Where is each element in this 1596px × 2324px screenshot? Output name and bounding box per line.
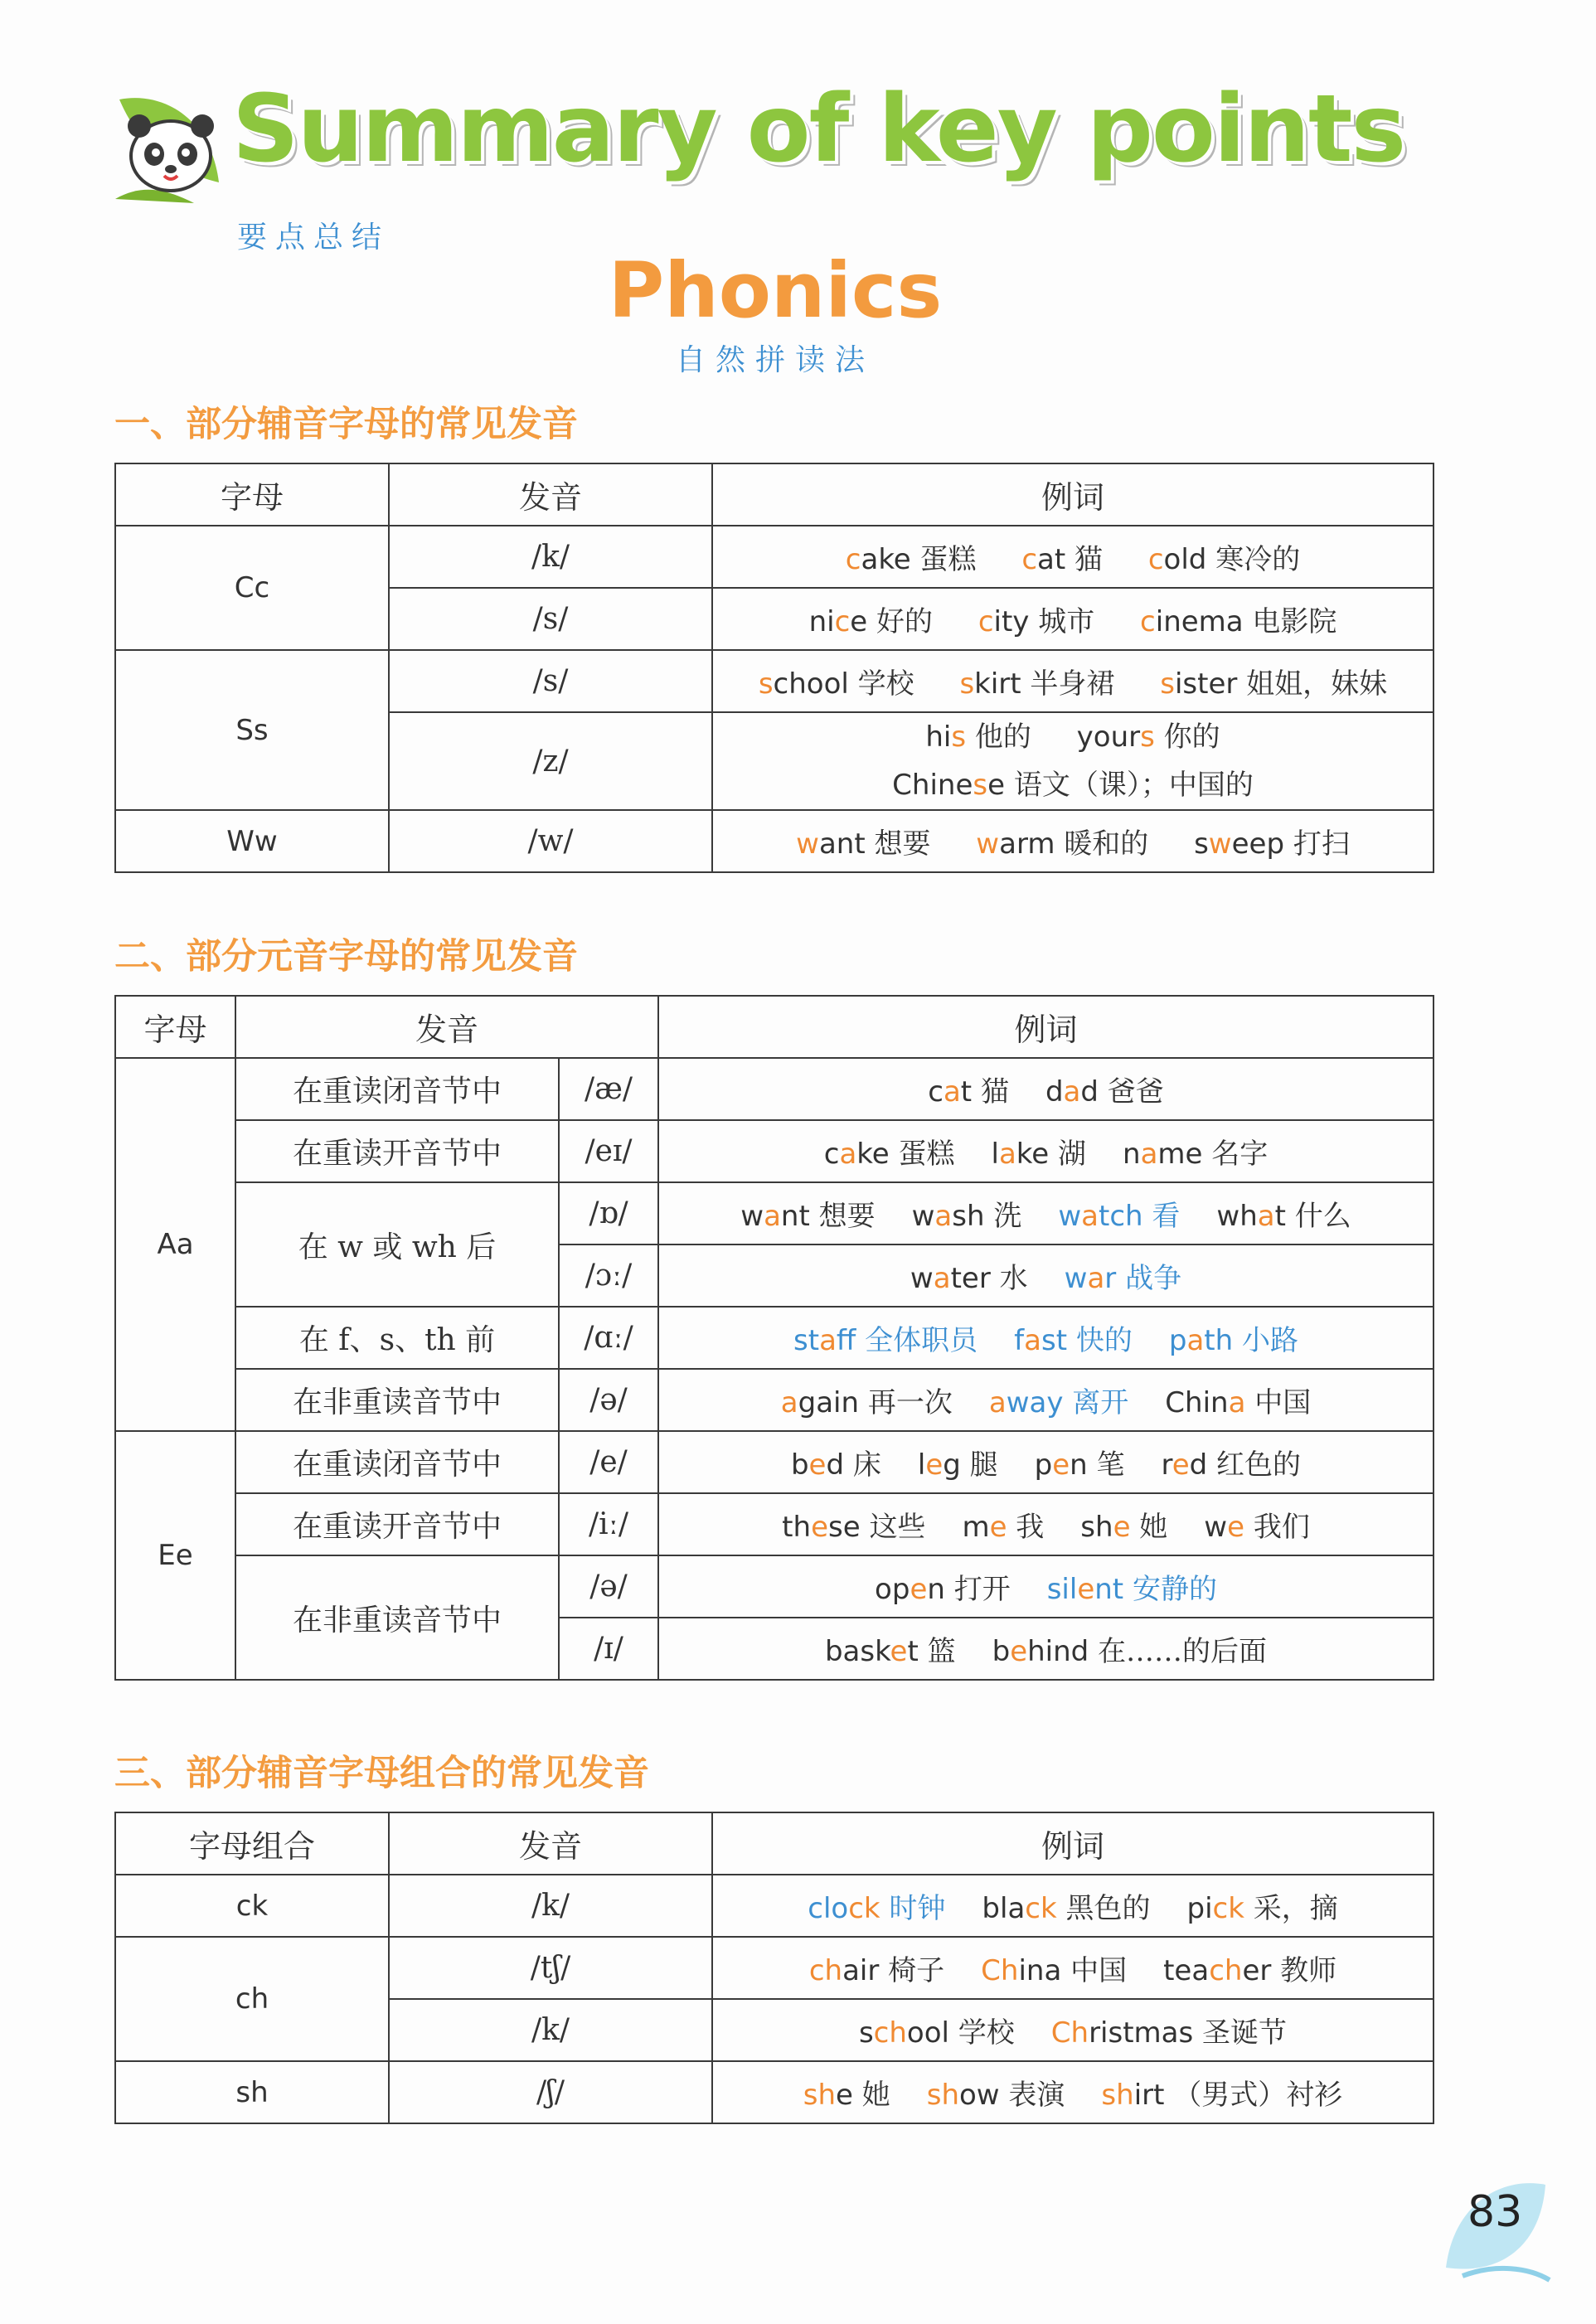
- section-2-title: 二、部分元音字母的常见发音: [114, 936, 578, 978]
- examples-cell: staff 全体职员 fast 快的 path 小路: [658, 1307, 1433, 1369]
- ipa-cell: /z/: [389, 712, 712, 810]
- ipa-cell: /iː/: [559, 1493, 658, 1555]
- ipa-cell: /ɔː/: [559, 1244, 658, 1307]
- page-title-chinese: 要点总结: [237, 221, 391, 255]
- ipa-cell: /eɪ/: [559, 1120, 658, 1182]
- vowel-table: [114, 995, 1434, 1681]
- ipa-cell: /k/: [389, 1875, 712, 1937]
- section-1-title: 一、部分辅音字母的常见发音: [114, 404, 578, 445]
- condition-cell: 在重读开音节中: [235, 1120, 559, 1182]
- page-title: Summary of key points: [232, 75, 1405, 183]
- ipa-cell: /s/: [389, 588, 712, 650]
- examples-cell: his 他的 yours 你的 Chinese 语文（课）；中国的: [712, 712, 1433, 810]
- section-heading-chinese: 自然拼读法: [675, 343, 875, 377]
- ipa-cell: /ə/: [559, 1555, 658, 1618]
- examples-cell: school 学校 Christmas 圣诞节: [712, 1999, 1433, 2061]
- header-examples: 例词: [712, 463, 1433, 526]
- ipa-cell: /k/: [389, 526, 712, 588]
- examples-cell: nice 好的 city 城市 cinema 电影院: [712, 588, 1433, 650]
- condition-cell: 在非重读音节中: [235, 1369, 559, 1431]
- letter-cell: Ee: [115, 1431, 235, 1680]
- condition-cell: 在重读闭音节中: [235, 1431, 559, 1493]
- combo-cell: ch: [115, 1937, 389, 2061]
- letter-cell: Ss: [115, 650, 389, 810]
- examples-cell: water 水 war 战争: [658, 1244, 1433, 1307]
- header-combination: 字母组合: [115, 1812, 389, 1875]
- examples-cell: again 再一次 away 离开 China 中国: [658, 1369, 1433, 1431]
- condition-cell: 在非重读音节中: [235, 1555, 559, 1680]
- ipa-cell: /ɑː/: [559, 1307, 658, 1369]
- section-heading: Phonics: [608, 246, 943, 335]
- examples-cell: basket 篮 behind 在……的后面: [658, 1618, 1433, 1680]
- examples-cell: school 学校 skirt 半身裙 sister 姐姐，妹妹: [712, 650, 1433, 712]
- header-letter: 字母: [115, 463, 389, 526]
- examples-cell: cake 蛋糕 cat 猫 cold 寒冷的: [712, 526, 1433, 588]
- examples-cell: clock 时钟 black 黑色的 pick 采，摘: [712, 1875, 1433, 1937]
- header-letter: 字母: [115, 996, 235, 1058]
- combo-cell: ck: [115, 1875, 389, 1937]
- condition-cell: 在 f、s、th 前: [235, 1307, 559, 1369]
- combo-cell: sh: [115, 2061, 389, 2123]
- ipa-cell: /ɪ/: [559, 1618, 658, 1680]
- consonant-table: [114, 463, 1434, 873]
- examples-cell: she 她 show 表演 shirt （男式）衬衫: [712, 2061, 1433, 2123]
- letter-cell: Ww: [115, 810, 389, 872]
- ipa-cell: /w/: [389, 810, 712, 872]
- panda-leaf-icon: [111, 83, 235, 207]
- examples-cell: open 打开 silent 安静的: [658, 1555, 1433, 1618]
- examples-cell: want 想要 warm 暖和的 sweep 打扫: [712, 810, 1433, 872]
- condition-cell: 在重读闭音节中: [235, 1058, 559, 1120]
- condition-cell: 在 w 或 wh 后: [235, 1182, 559, 1307]
- ipa-cell: /ɒ/: [559, 1182, 658, 1244]
- ipa-cell: /k/: [389, 1999, 712, 2061]
- header-sound: 发音: [389, 1812, 712, 1875]
- examples-cell: bed 床 leg 腿 pen 笔 red 红色的: [658, 1431, 1433, 1493]
- examples-cell: chair 椅子 China 中国 teacher 教师: [712, 1937, 1433, 1999]
- letter-cell: Aa: [115, 1058, 235, 1431]
- ipa-cell: /s/: [389, 650, 712, 712]
- ipa-cell: /ʃ/: [389, 2061, 712, 2123]
- examples-cell: want 想要 wash 洗 watch 看 what 什么: [658, 1182, 1433, 1244]
- letter-cell: Cc: [115, 526, 389, 650]
- header-sound: 发音: [235, 996, 658, 1058]
- ipa-cell: /e/: [559, 1431, 658, 1493]
- ipa-cell: /ə/: [559, 1369, 658, 1431]
- examples-cell: these 这些 me 我 she 她 we 我们: [658, 1493, 1433, 1555]
- combination-table: [114, 1812, 1434, 2124]
- examples-cell: cat 猫 dad 爸爸: [658, 1058, 1433, 1120]
- examples-cell: cake 蛋糕 lake 湖 name 名字: [658, 1120, 1433, 1182]
- condition-cell: 在重读开音节中: [235, 1493, 559, 1555]
- section-3-title: 三、部分辅音字母组合的常见发音: [114, 1753, 649, 1794]
- ipa-cell: /tʃ/: [389, 1937, 712, 1999]
- header-examples: 例词: [658, 996, 1433, 1058]
- page-number: 83: [1467, 2187, 1523, 2237]
- header-sound: 发音: [389, 463, 712, 526]
- ipa-cell: /æ/: [559, 1058, 658, 1120]
- header-examples: 例词: [712, 1812, 1433, 1875]
